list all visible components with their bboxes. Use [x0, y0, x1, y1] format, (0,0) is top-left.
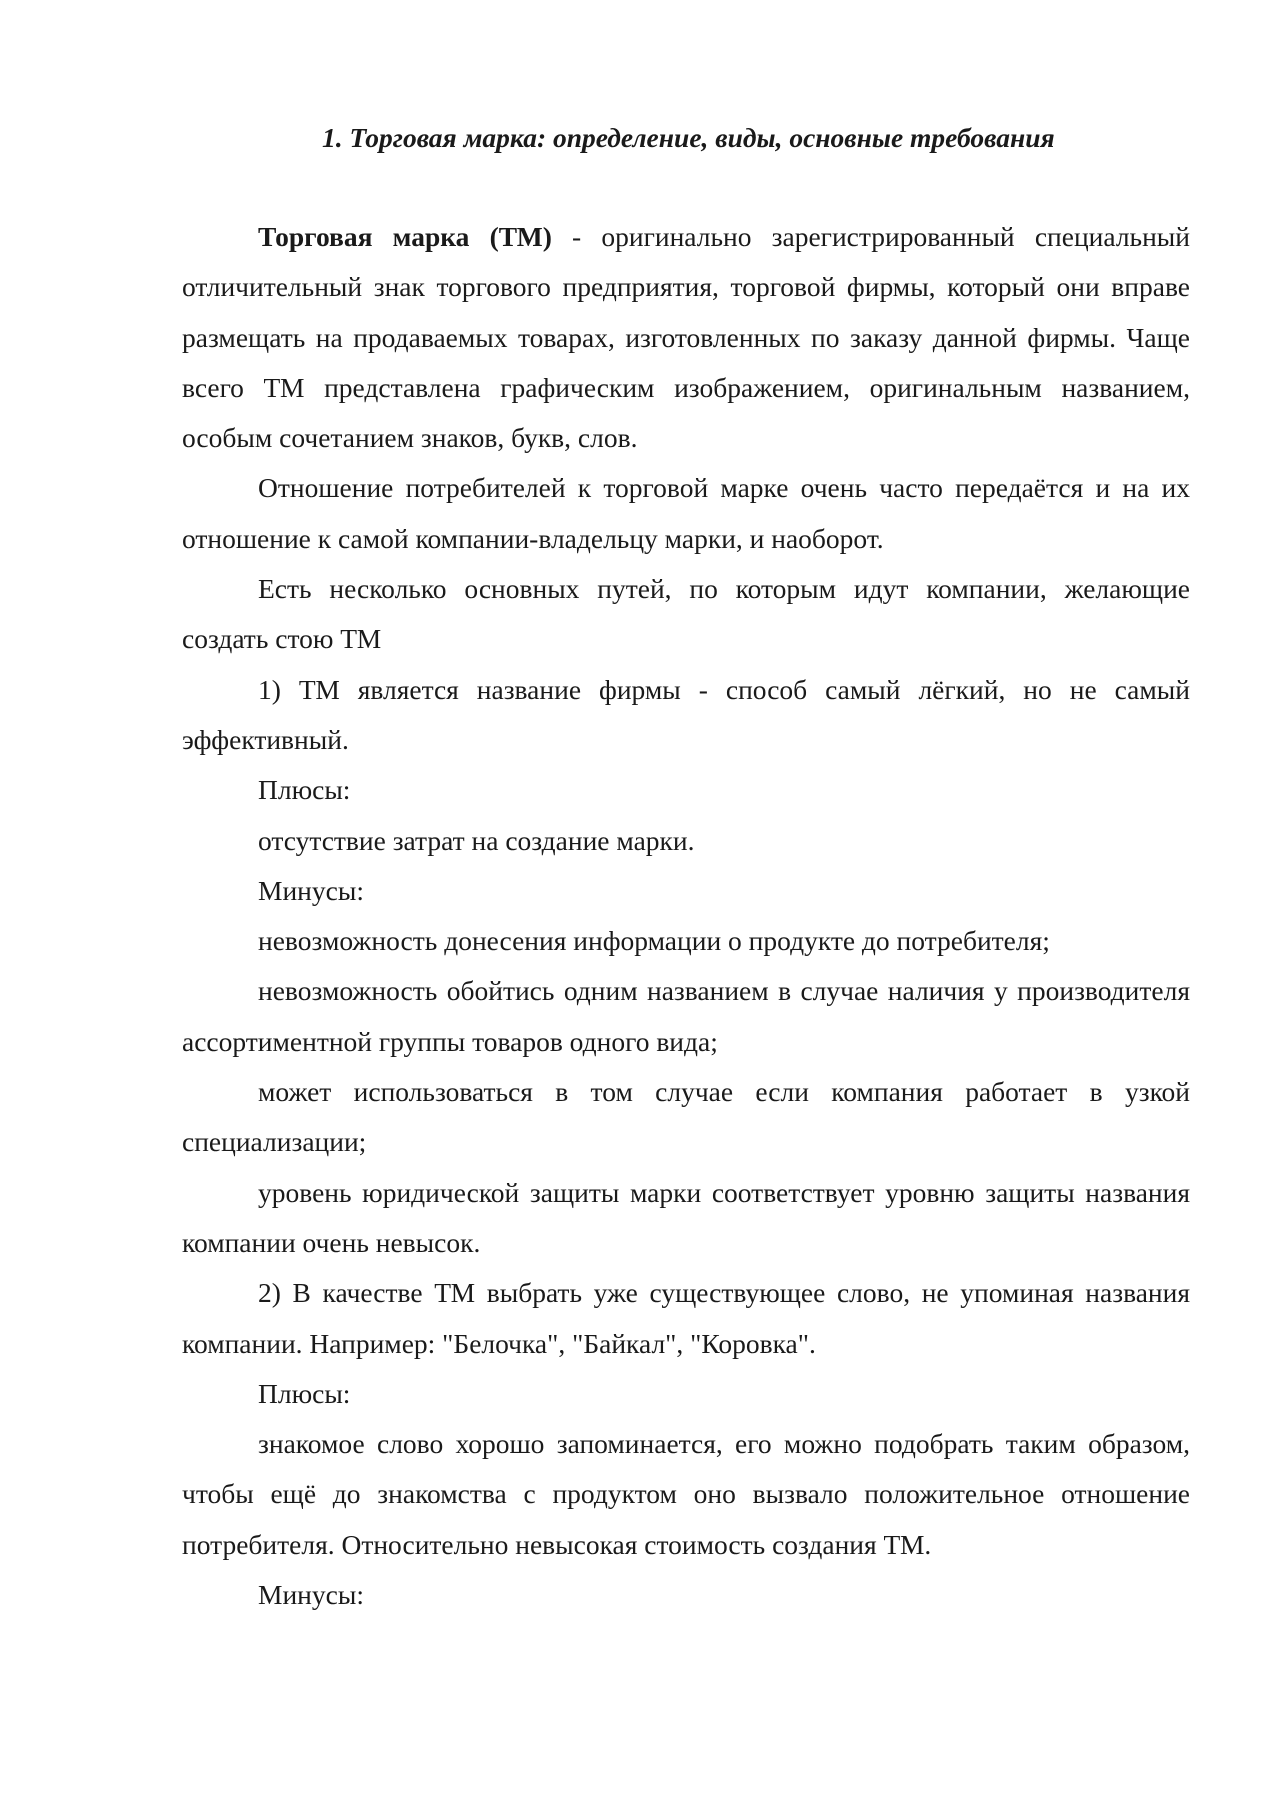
paragraph-pros-label-2: Плюсы:: [258, 1377, 351, 1409]
paragraph-cons-1d: уровень юридической защиты марки соответствует уровню защиты названия компании очень невысок.: [182, 1176, 1190, 1258]
definition-text: - оригинально зарегистрированный специальный отличительный знак торгового предприятия, торговой фирмы, который они вправе размещать на продаваемых товарах, изготовленных по заказу данной фирмы. Чаще всего ТМ представлена графическим изображением, оригинальным названием, особым сочетанием знаков, букв, слов.: [182, 221, 1190, 454]
paragraph-way-2: 2) В качестве ТМ выбрать уже существующее слово, не упоминая названия компании. Например: "Белочка", "Байкал", "Коровка".: [182, 1277, 1190, 1359]
document-body: [182, 118, 1190, 1620]
paragraph-pros-2: знакомое слово хорошо запоминается, его можно подобрать таким образом, чтобы ещё до знакомства с продуктом оно вызвало положительное отношение потребителя. Относительно невысокая стоимость создания ТМ.: [182, 1428, 1190, 1560]
heading-spacer: [182, 158, 1190, 212]
paragraph-cons-1b: невозможность обойтись одним названием в случае наличия у производителя ассортиментной группы товаров одного вида;: [182, 975, 1190, 1057]
paragraph-cons-1a: невозможность донесения информации о продукте до потребителя;: [258, 925, 1050, 957]
paragraph-pros-1: отсутствие затрат на создание марки.: [258, 824, 695, 856]
paragraph-pros-label-1: Плюсы:: [258, 774, 351, 806]
paragraph-cons-1c: может использоваться в том случае если компания работает в узкой специализации;: [182, 1076, 1190, 1158]
paragraph-ways-intro: Есть несколько основных путей, по которым идут компании, желающие создать стою ТМ: [182, 573, 1190, 655]
section-heading: 1. Торговая марка: определение, виды, основные требования: [322, 122, 1055, 153]
paragraph-way-1: 1) ТМ является название фирмы - способ самый лёгкий, но не самый эффективный.: [182, 673, 1190, 755]
paragraph-cons-label-1: Минусы:: [258, 874, 364, 906]
paragraph-attitude: Отношение потребителей к торговой марке очень часто передаётся и на их отношение к самой компании-владельцу марки, и наоборот.: [182, 472, 1190, 554]
paragraph-definition: [182, 212, 1190, 463]
paragraph-cons-label-2: Минусы:: [258, 1579, 364, 1611]
definition-term: Торговая марка (ТМ): [258, 221, 552, 252]
